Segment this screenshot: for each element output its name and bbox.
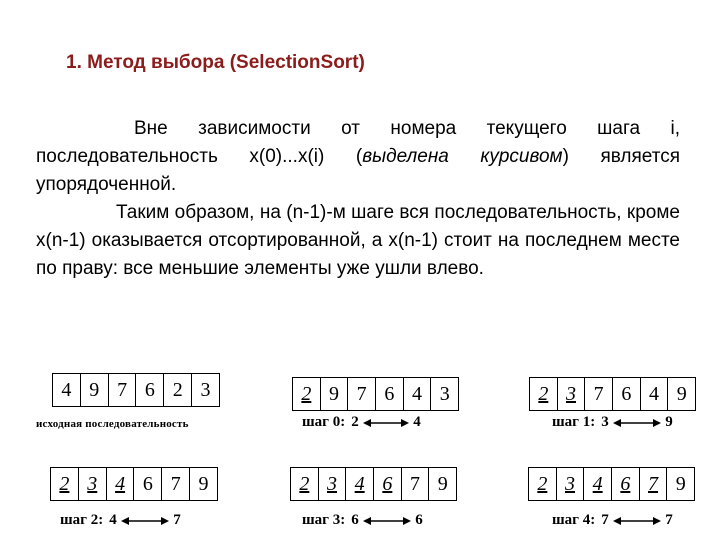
array-step-1 bbox=[529, 377, 696, 411]
double-arrow-icon bbox=[613, 516, 661, 526]
initial-sequence-caption: исходная последовательность bbox=[36, 418, 189, 430]
array-cell: 7 bbox=[109, 374, 137, 406]
array-cell: 2 bbox=[530, 378, 558, 410]
paragraph-1 bbox=[36, 115, 680, 199]
array-cell: 3 bbox=[200, 378, 211, 401]
array-cell: 2 bbox=[291, 468, 319, 500]
array-initial bbox=[52, 373, 220, 407]
array-cell: 4 bbox=[107, 468, 135, 500]
double-arrow-icon bbox=[363, 516, 411, 526]
double-arrow-icon bbox=[363, 418, 409, 428]
array-cell: 3 bbox=[558, 378, 586, 410]
array-cell: 2 bbox=[293, 378, 321, 410]
array-cell: 7 bbox=[162, 468, 190, 500]
array-cell: 3 bbox=[439, 382, 450, 405]
array-cell: 6 bbox=[612, 468, 640, 500]
step-label: шаг 2: bbox=[60, 512, 104, 528]
step-label: шаг 4: bbox=[552, 512, 596, 528]
step-caption-4 bbox=[552, 512, 673, 529]
step-from-value: 4 bbox=[109, 512, 117, 528]
array-cell: 2 bbox=[529, 468, 557, 500]
array-cell: 6 bbox=[374, 468, 402, 500]
array-cell: 9 bbox=[676, 382, 687, 405]
array-cell: 2 bbox=[51, 468, 79, 500]
array-step-0 bbox=[292, 377, 459, 411]
array-cell: 6 bbox=[613, 378, 641, 410]
paragraph-1-italic: выделена курсивом bbox=[362, 146, 563, 167]
array-cell: 6 bbox=[376, 378, 404, 410]
step-caption-0 bbox=[302, 414, 421, 431]
array-cell: 4 bbox=[641, 378, 669, 410]
step-label: шаг 0: bbox=[302, 414, 346, 430]
step-caption-2 bbox=[60, 512, 181, 529]
double-arrow-icon bbox=[121, 516, 169, 526]
paragraph-2: Таким образом, на (n-1)-м шаге вся последовательность, кроме x(n-1) оказывается отсортированной, а x(n-1) стоит на последнем месте по праву: все меньшие элементы уже ушли влево. bbox=[36, 202, 680, 279]
array-step-2 bbox=[50, 467, 218, 501]
array-cell: 9 bbox=[321, 378, 349, 410]
array-cell: 9 bbox=[437, 472, 448, 495]
array-cell: 9 bbox=[81, 374, 109, 406]
array-step-4 bbox=[528, 467, 695, 501]
array-cell: 4 bbox=[584, 468, 612, 500]
array-cell: 6 bbox=[136, 374, 164, 406]
step-label: шаг 3: bbox=[302, 512, 346, 528]
array-cell: 2 bbox=[164, 374, 192, 406]
array-cell: 3 bbox=[557, 468, 585, 500]
step-from-value: 2 bbox=[351, 414, 359, 430]
paragraph-1-text-after: ) является упорядоченной. bbox=[36, 146, 680, 195]
array-cell: 9 bbox=[198, 472, 209, 495]
step-to-value: 7 bbox=[665, 512, 673, 528]
paragraph-1-text-before: Вне зависимости от номера текущего шага i, последовательность x(0)...x(i) ( bbox=[36, 118, 680, 167]
step-from-value: 6 bbox=[351, 512, 359, 528]
step-to-value: 7 bbox=[173, 512, 181, 528]
array-cell: 4 bbox=[404, 378, 432, 410]
array-cell: 7 bbox=[348, 378, 376, 410]
array-cell: 7 bbox=[585, 378, 613, 410]
array-cell: 3 bbox=[79, 468, 107, 500]
array-cell: 7 bbox=[640, 468, 668, 500]
array-cell: 6 bbox=[134, 468, 162, 500]
step-to-value: 9 bbox=[665, 414, 673, 430]
array-cell: 4 bbox=[346, 468, 374, 500]
array-cell: 7 bbox=[402, 468, 430, 500]
array-cell: 3 bbox=[319, 468, 347, 500]
step-caption-1 bbox=[552, 414, 673, 431]
slide-title: 1. Метод выбора (SelectionSort) bbox=[66, 52, 365, 73]
array-cell: 9 bbox=[675, 472, 686, 495]
step-from-value: 7 bbox=[601, 512, 609, 528]
step-caption-3 bbox=[302, 512, 423, 529]
step-label: шаг 1: bbox=[552, 414, 596, 430]
array-cell: 4 bbox=[53, 374, 81, 406]
array-step-3 bbox=[290, 467, 457, 501]
step-to-value: 6 bbox=[415, 512, 423, 528]
step-from-value: 3 bbox=[601, 414, 609, 430]
double-arrow-icon bbox=[613, 418, 661, 428]
step-to-value: 4 bbox=[413, 414, 421, 430]
